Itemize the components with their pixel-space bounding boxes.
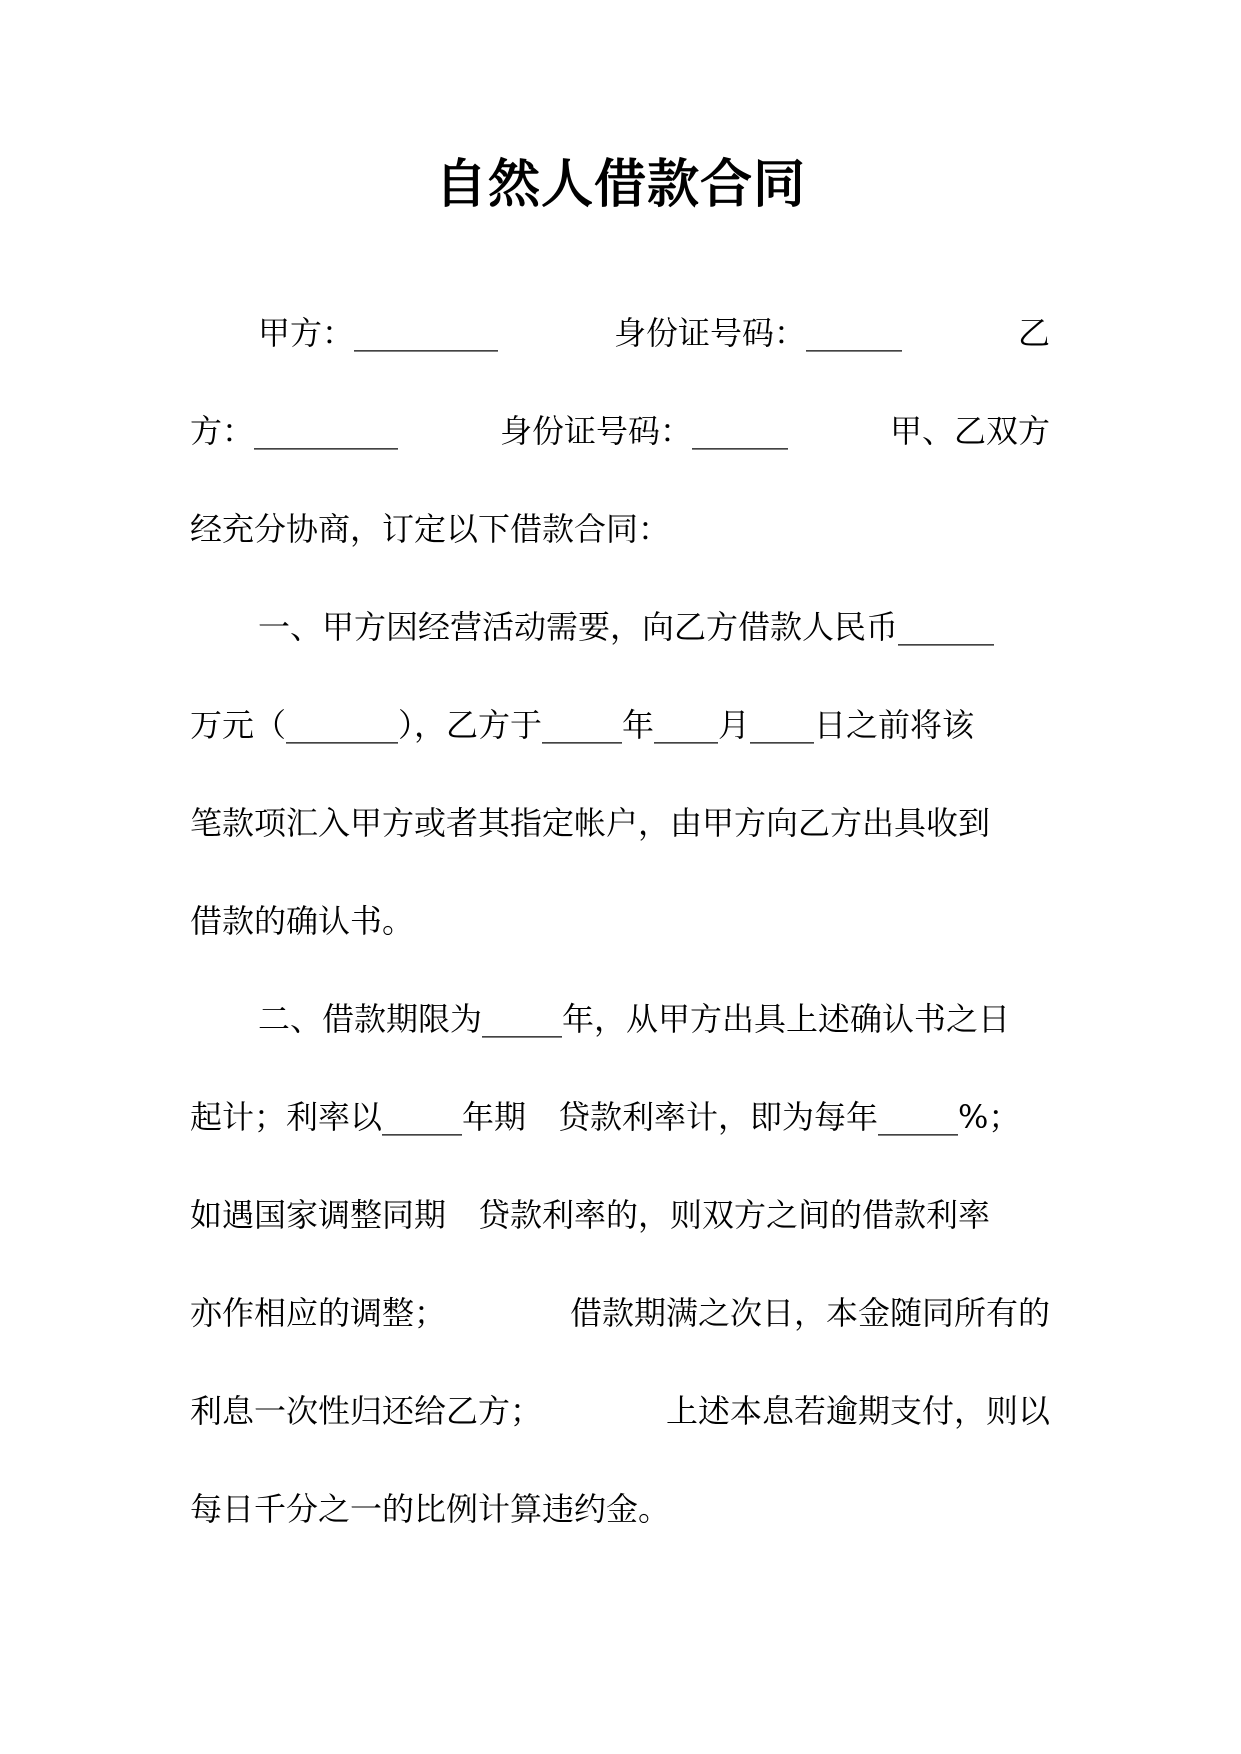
clause-2-line-5	[190, 1376, 1050, 1474]
clause-2-text-6: 每日千分之一的比例计算违约金。	[190, 1490, 671, 1528]
agreement-intro	[190, 494, 1050, 592]
clause-2-text-4a: 亦作相应的调整；	[190, 1294, 447, 1332]
document-title: 自然人借款合同	[434, 155, 806, 215]
clause-1-text-2: 万元（_______），乙方于_____年____月____日之前将该	[190, 706, 975, 744]
clause-1-text-4: 借款的确认书。	[190, 902, 415, 940]
party-b-name: 方：_________	[190, 412, 399, 450]
clause-1-line-3	[190, 788, 1050, 886]
clause-2-text-3: 如遇国家调整同期 贷款利率的，则双方之间的借款利率	[190, 1196, 991, 1234]
clause-2-text-4b: 借款期满之次日，本金随同所有的	[569, 1294, 1050, 1332]
party-b-id: 身份证号码：______	[499, 412, 788, 450]
clause-2-line-1	[190, 984, 1050, 1082]
party-b-line	[190, 396, 1050, 494]
party-a-line	[190, 298, 1050, 396]
clause-1-line-4	[190, 886, 1050, 984]
party-b-label-start: 乙	[1017, 314, 1050, 352]
clause-1-line-1	[190, 592, 1050, 690]
clause-2-line-3	[190, 1180, 1050, 1278]
clause-2-text-5b: 上述本息若逾期支付，则以	[665, 1392, 1050, 1430]
agreement-intro-text: 经充分协商，订定以下借款合同：	[190, 510, 671, 548]
clause-2-text-5a: 利息一次性归还给乙方；	[190, 1392, 543, 1430]
party-a-id: 身份证号码：______	[613, 314, 902, 352]
clause-2-text-2: 起计；利率以_____年期 贷款利率计，即为每年_____%；	[190, 1098, 1021, 1136]
clause-2-text-1: 二、借款期限为_____年，从甲方出具上述确认书之日	[258, 1000, 1011, 1038]
contract-body	[190, 298, 1050, 1572]
clause-1-line-2	[190, 690, 1050, 788]
clause-1-text-1: 一、甲方因经营活动需要，向乙方借款人民币______	[258, 608, 995, 646]
clause-2-line-6	[190, 1474, 1050, 1572]
clause-2-line-4	[190, 1278, 1050, 1376]
clause-2-line-2	[190, 1082, 1050, 1180]
clause-1-text-3: 笔款项汇入甲方或者其指定帐户，由甲方向乙方出具收到	[190, 804, 991, 842]
party-a-name: 甲方：_________	[258, 314, 499, 352]
both-parties-text: 甲、乙双方	[889, 412, 1050, 450]
